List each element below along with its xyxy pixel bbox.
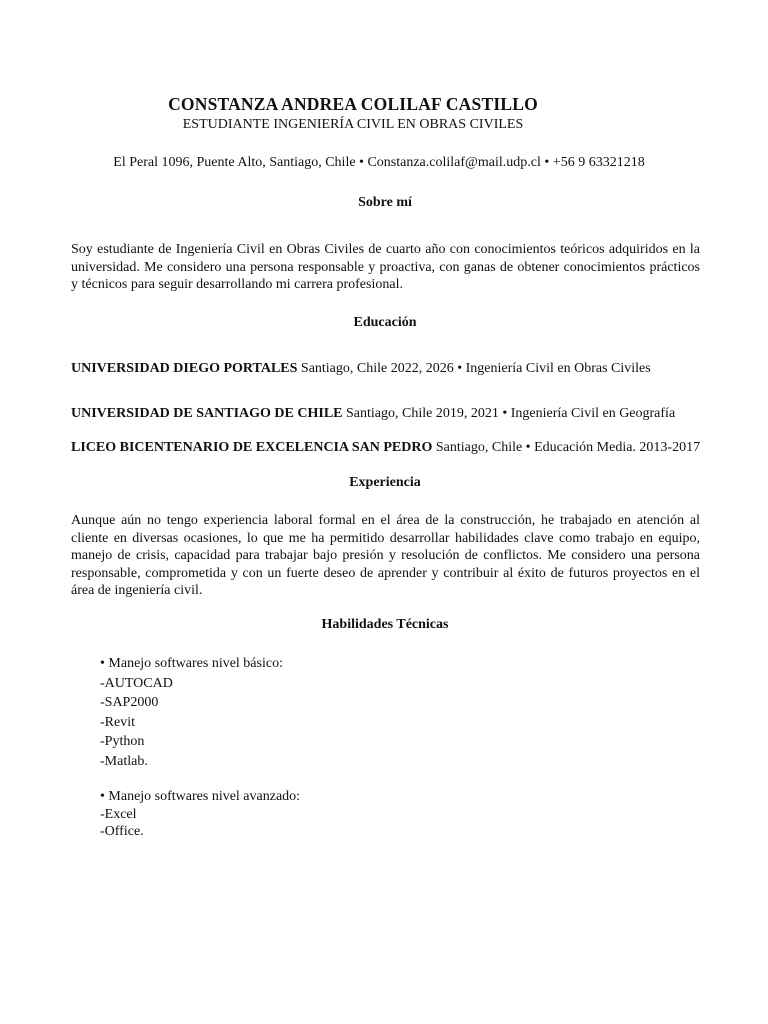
skills-advanced-title: • Manejo softwares nivel avanzado:: [100, 789, 301, 804]
list-item: -Matlab.: [100, 753, 148, 769]
about-paragraph: [71, 241, 700, 294]
candidate-subtitle: ESTUDIANTE INGENIERÍA CIVIL EN OBRAS CIVILES: [182, 117, 524, 132]
contact-line: El Peral 1096, Puente Alto, Santiago, Chile • Constanza.colilaf@mail.udp.cl • +56 9 63321218: [113, 155, 645, 170]
education-institution: UNIVERSIDAD DIEGO PORTALES: [71, 361, 298, 376]
list-item: -Excel: [100, 806, 137, 822]
education-details: Santiago, Chile 2019, 2021 • Ingeniería Civil en Geografía: [342, 406, 676, 421]
about-text: Soy estudiante de Ingeniería Civil en Obras Civiles de cuarto año con conocimientos teóricos adquiridos en la universidad. Me considero una persona responsable y proactiva, con ganas de obtener conocimientos prácticos y técnicos para seguir desarrollando mi carrera profesional.: [71, 242, 700, 292]
list-item: -Office.: [100, 824, 144, 839]
section-heading-education: Educación: [353, 315, 417, 330]
list-item: -SAP2000: [100, 695, 159, 710]
education-details: Santiago, Chile • Educación Media. 2013-2017: [432, 440, 701, 455]
education-institution: UNIVERSIDAD DE SANTIAGO DE CHILE: [71, 406, 343, 421]
skills-basic-title: • Manejo softwares nivel básico:: [100, 656, 283, 671]
list-item: -Revit: [100, 714, 135, 730]
education-entry: [71, 406, 675, 422]
candidate-name: CONSTANZA ANDREA COLILAF CASTILLO: [168, 94, 538, 114]
list-item: -AUTOCAD: [100, 675, 173, 691]
education-details: Santiago, Chile 2022, 2026 • Ingeniería Civil en Obras Civiles: [297, 361, 651, 376]
skills-advanced-list: [100, 788, 300, 841]
education-entry: [71, 361, 651, 377]
section-heading-skills: Habilidades Técnicas: [321, 617, 449, 632]
section-heading-experience: Experiencia: [349, 475, 421, 490]
education-entry: [71, 440, 700, 456]
experience-paragraph: [71, 512, 700, 600]
section-heading-about: Sobre mí: [358, 195, 412, 210]
education-institution: LICEO BICENTENARIO DE EXCELENCIA SAN PEDRO: [71, 440, 433, 455]
list-item: -Python: [100, 734, 145, 749]
skills-basic-list: [100, 654, 283, 771]
experience-text: Aunque aún no tengo experiencia laboral formal en el área de la construcción, he trabajado en atención al cliente en diversas ocasiones, lo que me ha permitido desarrollar habilidades clave como trabajo en equipo, manejo de crisis, capacidad para trabajar bajo presión y resolución de conflictos. Me considero una persona responsable, comprometida y con un fuerte deseo de aprender y contribuir al éxito de futuros proyectos en el área de ingeniería civil.: [71, 513, 700, 598]
